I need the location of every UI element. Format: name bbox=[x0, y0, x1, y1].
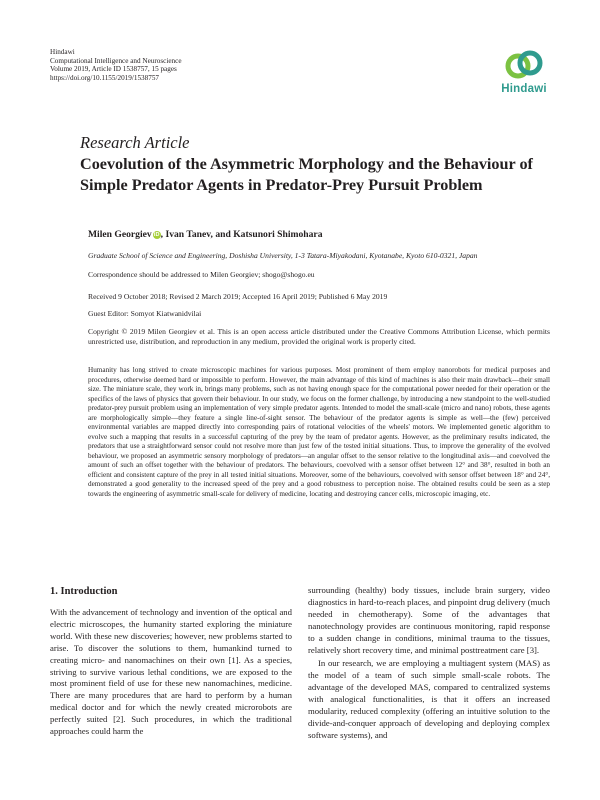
logo-wordmark: Hindawi bbox=[501, 83, 547, 95]
journal-meta bbox=[50, 48, 182, 82]
paragraph: surrounding (healthy) body tissues, include brain surgery, video diagnostics in hard-to-reach places, and pinpoint drug delivery (much needed in chemotherapy). Some of the advantages that nanotechnology provides are continuous monitoring, rapid response to a sudden change in conditions, minimal trauma to the tissues, relatively short recovery time, and minimal posttreatment care [3]. bbox=[308, 585, 550, 655]
publisher-name: Hindawi bbox=[50, 48, 75, 56]
correspondence: Correspondence should be addressed to Milen Georgiev; shogo@shogo.eu bbox=[88, 270, 315, 279]
volume-line: Volume 2019, Article ID 1538757, 15 pages bbox=[50, 65, 177, 74]
guest-editor: Guest Editor: Somyot Kiatwanidvilai bbox=[88, 309, 202, 318]
paragraph: In our research, we are employing a multiagent system (MAS) as the model of a team of such simple small-scale robots. The advantage of the developed MAS, compared to centralized systems with analogical functionalities, is that it offers an increased modularity, reduced complexity (offering an intuitive solution to the divide-and-conquer approach of developing and deploying complex software systems), and bbox=[308, 658, 550, 740]
hindawi-rings-icon bbox=[505, 48, 543, 82]
hindawi-logo bbox=[498, 48, 550, 95]
orcid-icon[interactable]: iD bbox=[153, 232, 160, 238]
paper-title: Coevolution of the Asymmetric Morphology and the Behaviour of Simple Predator Agents in Predator-Prey Pursuit Problem bbox=[80, 155, 533, 194]
article-type: Research Article bbox=[80, 133, 190, 152]
other-authors: , Ivan Tanev, and Katsunori Shimohara bbox=[160, 229, 323, 240]
abstract: Humanity has long strived to create microscopic machines for various purposes. Most prominent of them employ nanorobots for medical purposes and procedures, otherwise deemed hard or impossible to perform. However, the main advantage of this kind of machines is also their main drawback—their small size. The miniature scale, they work in, brings many problems, such as not having enough space for the computational power needed for their operation or the specifics of the laws of physics that govern their behaviour. In our study, we focus on the former challenge, by introducing a new standpoint to the well-studied predator-prey pursuit problem using an implementation of very simple predator agents. Intended to model the small-scale (micro and nano) robots, these agents are morphologically simple—they feature a single line-of-sight sensor. The behaviour of the predator agents is simple as well—the (few) perceived environmental variables are mapped directly into corresponding pairs of rotational velocities of the wheels' motors. We implemented genetic algorithm to evolve such a mapping that results in a successful capturing of the prey by the team of predator agents. However, as the preliminary results indicated, the predators that use a straightforward sensor could not resolve more than just few of the tested initial situations. Thus, to improve the generality of the evolved behaviour, we proposed an asymmetric sensory morphology of predators—an angular offset to the sensor relative to the longitudinal axis—and coevolved the amount of such an offset together with the behaviour of predators. The behaviours, coevolved with a sensor offset between 12° and 38°, resulted in both an efficient and consistent capture of the prey in all tested initial situations. Moreover, some of the behaviours, coevolved with sensor offset between 18° and 24°, demonstrated a good generality to the increased speed of the prey and a good robustness to perception noise. The obtained results could be seen as a step towards the engineering of asymmetric small-scale for delivery of medicine, locating and destroying cancer cells, microscopic imaging, etc. bbox=[88, 366, 550, 498]
section-heading: 1. Introduction bbox=[50, 586, 118, 597]
left-column bbox=[50, 607, 292, 738]
right-column bbox=[308, 585, 550, 742]
doi-link[interactable]: https://doi.org/10.1155/2019/1538757 bbox=[50, 73, 160, 82]
author-name: Milen Georgiev bbox=[88, 229, 152, 240]
affiliation: Graduate School of Science and Engineering, Doshisha University, 1-3 Tatara-Miyakodani, Kyotanabe, Kyoto 610-0321, Japan bbox=[88, 251, 478, 260]
paragraph: With the advancement of technology and invention of the optical and electric microscopes, the humanity started exploring the miniature world. With these new discoveries; however, new problems started to arise. To discover the solutions to them, humankind turned to creating micro- and nanomachines on their own [1]. As a species, striving to survive various lethal conditions, we are exposed to the most prominent field of use for these new nanomachines, medicine. There are many procedures that are hard to perform by a human medical doctor and for which the newly created microrobots are perfectly suited [2]. Such procedures, in which the traditional approaches could harm the bbox=[50, 607, 292, 737]
author-list bbox=[88, 229, 323, 240]
article-dates: Received 9 October 2018; Revised 2 March 2019; Accepted 16 April 2019; Published 6 May 2019 bbox=[88, 292, 388, 301]
copyright-notice: Copyright © 2019 Milen Georgiev et al. This is an open access article distributed under the Creative Commons Attribution License, which permits unrestricted use, distribution, and reproduction in any medium, provided the original work is properly cited. bbox=[88, 327, 550, 346]
journal-name: Computational Intelligence and Neuroscience bbox=[50, 56, 182, 65]
